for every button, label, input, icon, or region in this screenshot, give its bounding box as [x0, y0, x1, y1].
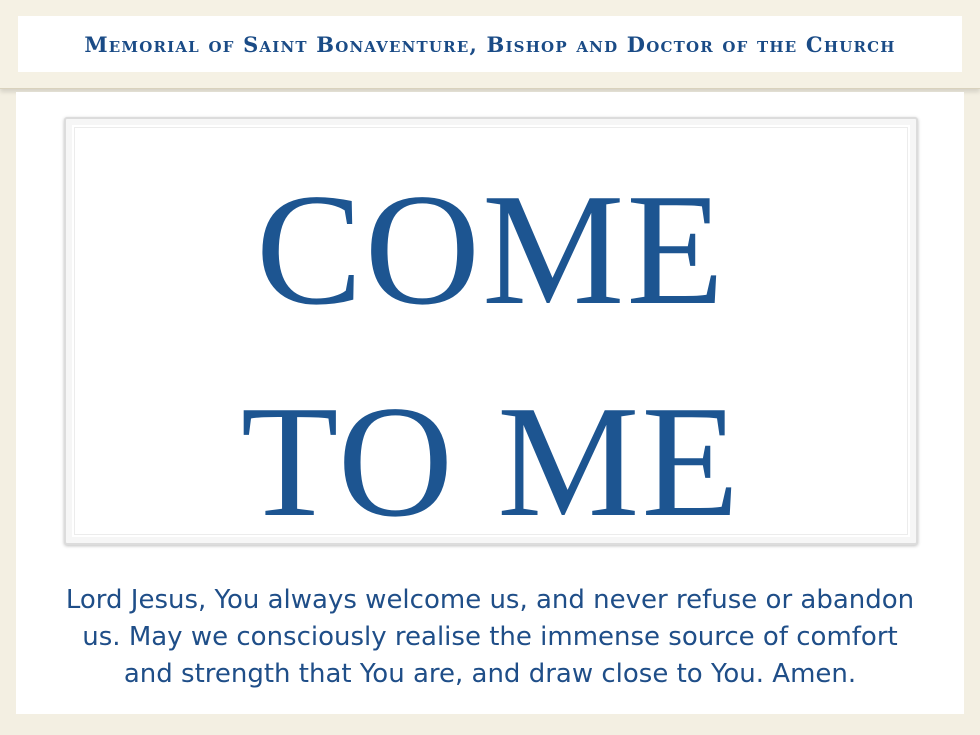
prayer-text [16, 582, 964, 693]
headline-line-2: TO ME [240, 372, 742, 550]
header-title-box [18, 16, 962, 72]
prayer-line-2: us. May we consciously realise the immense source of comfort [82, 622, 898, 652]
header-title: Memorial of Saint Bonaventure, Bishop and Doctor of the Church [84, 31, 896, 57]
headline-line-1: COME [255, 160, 727, 338]
prayer-line-1: Lord Jesus, You always welcome us, and never refuse or abandon [65, 585, 915, 615]
headline-frame [64, 117, 918, 550]
header-bar [0, 0, 980, 89]
content-panel [16, 92, 964, 714]
prayer-line-3: and strength that You are, and draw close to You. Amen. [123, 659, 857, 689]
